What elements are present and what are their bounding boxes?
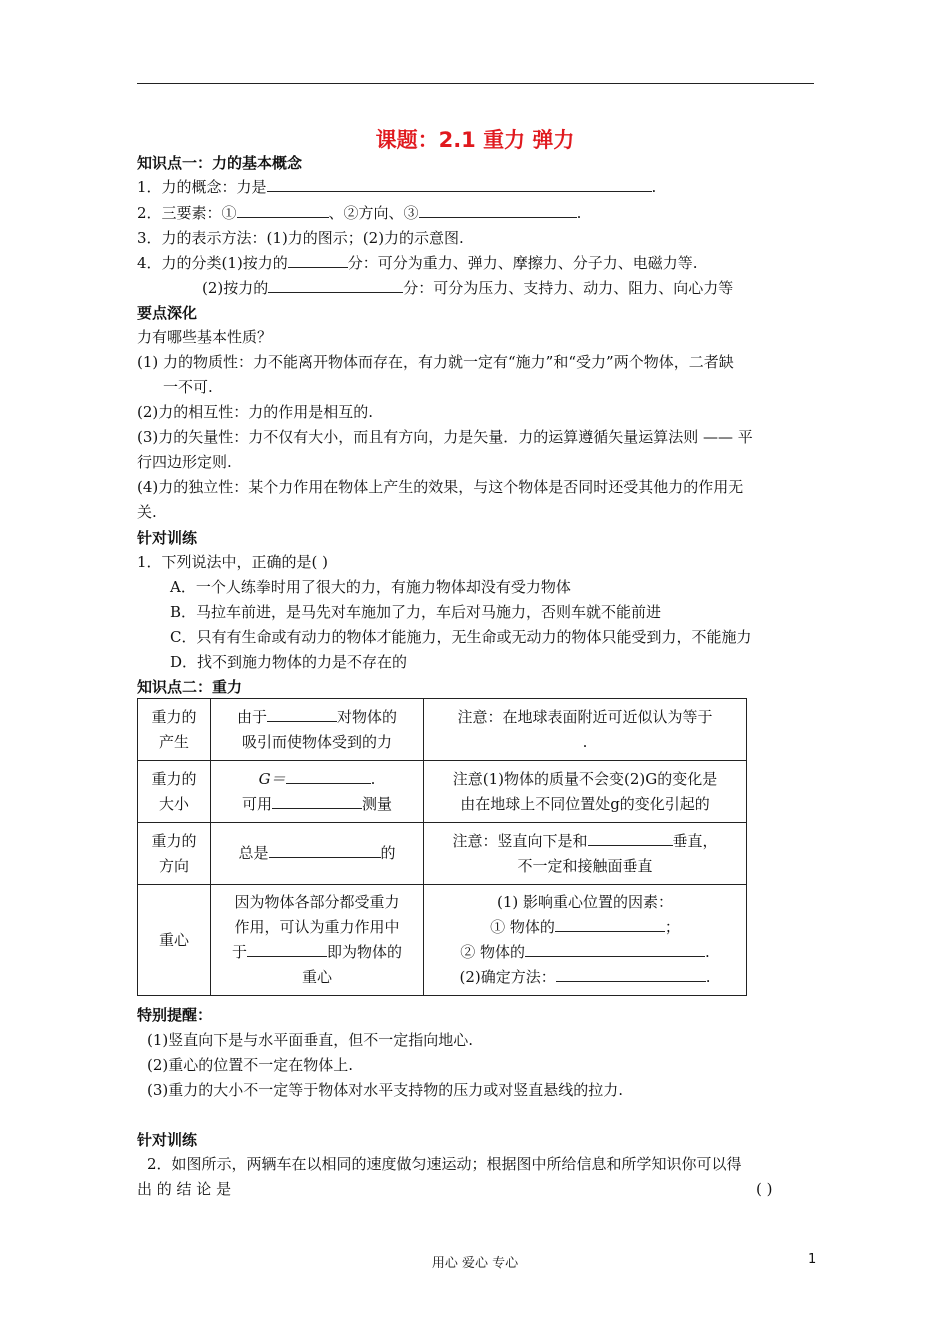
page-footer: 用心 爱心 专心	[431, 1256, 519, 1271]
magnitude-label-1: 重力的	[151, 769, 197, 788]
cell-origin-label	[138, 699, 211, 761]
deep-p2: (2)力的相互性：力的作用是相互的.	[137, 403, 374, 421]
direction-label-1: 重力的	[151, 831, 197, 850]
direction-note-1	[430, 829, 740, 854]
section1-heading: 知识点一：力的基本概念	[137, 154, 303, 172]
table-row-origin	[138, 699, 747, 761]
blank-factor-1[interactable]	[555, 916, 665, 932]
answer-paren[interactable]: ( )	[756, 1180, 773, 1198]
cell-direction-label	[138, 823, 211, 885]
l1-post: .	[651, 178, 657, 196]
origin-pre: 由于	[236, 707, 267, 726]
table-row-magnitude	[138, 761, 747, 823]
origin-post: 对物体的	[337, 707, 398, 726]
train2-q-line1: 2．如图所示，两辆车在以相同的速度做匀速运动；根据图中所给信息和所学知识你可以得	[147, 1155, 742, 1173]
direction-note-pre: 注意：竖直向下是和	[452, 831, 588, 850]
factor2-pre: ② 物体的	[460, 943, 525, 961]
deep-question: 力有哪些基本性质？	[137, 328, 273, 346]
cell-magnitude-label	[138, 761, 211, 823]
l4-post: 分：可分为重力、弹力、摩擦力、分子力、电磁力等.	[347, 254, 698, 272]
deep-p4a: (4)力的独立性：某个力作用在物体上产生的效果，与这个物体是否同时还受其他力的作用无	[137, 478, 744, 496]
table-row-direction	[138, 823, 747, 885]
deep-p1b: 一不可.	[163, 378, 213, 396]
center-content-2: 作用，可认为重力作用中	[234, 918, 400, 936]
line-three-elements	[137, 202, 581, 224]
center-content-3	[217, 940, 417, 965]
l5-pre: (2)按力的	[202, 279, 269, 297]
direction-note-post: 垂直，	[672, 831, 718, 850]
line-classification-1	[137, 252, 698, 274]
train2-q-line2: 出 的 结 论 是	[137, 1180, 232, 1198]
origin-label-2: 产生	[158, 732, 189, 751]
blank-element-1[interactable]	[237, 202, 329, 218]
center-pre: 于	[231, 943, 247, 961]
magnitude-content-2	[217, 792, 417, 817]
cell-direction-content	[211, 823, 424, 885]
reminder-heading: 特别提醒：	[137, 1006, 213, 1024]
magnitude-label-2: 大小	[158, 794, 189, 813]
center-note-2	[430, 915, 740, 940]
reminder-1: (1)竖直向下是与水平面垂直，但不一定指向地心.	[147, 1031, 474, 1049]
cell-magnitude-note	[424, 761, 747, 823]
blank-origin[interactable]	[267, 706, 337, 722]
blank-class-1[interactable]	[288, 252, 348, 268]
center-post: 即为物体的	[327, 943, 403, 961]
center-note-1: (1) 影响重心位置的因素：	[496, 893, 674, 911]
deep-p3b: 行四边形定则.	[137, 453, 232, 471]
option-d[interactable]: D．找不到施力物体的力是不存在的	[170, 653, 408, 671]
l1-pre: 1．力的概念：力是	[137, 178, 267, 196]
origin-content-2: 吸引而使物体受到的力	[241, 732, 392, 751]
center-note-4	[430, 965, 740, 990]
deep-p1a: (1) 力的物质性：力不能离开物体而存在，有力就一定有“施力”和“受力”两个物体，二者缺	[137, 353, 734, 371]
l2-pre: 2．三要素：①	[137, 204, 237, 222]
blank-class-2[interactable]	[268, 277, 403, 293]
method-post: .	[705, 968, 711, 986]
magnitude-note-1: 注意(1)物体的质量不会变(2)G的变化是	[452, 769, 718, 788]
blank-center[interactable]	[247, 941, 327, 957]
center-note-3	[430, 940, 740, 965]
reminder-3: (3)重力的大小不一定等于物体对水平支持物的压力或对竖直悬线的拉力.	[147, 1081, 624, 1099]
factor1-pre: ① 物体的	[490, 918, 555, 936]
origin-label-1: 重力的	[151, 707, 197, 726]
center-content-4: 重心	[301, 968, 332, 986]
center-label: 重心	[158, 930, 189, 949]
section2-heading: 知识点二：重力	[137, 678, 243, 696]
cell-center-note	[424, 885, 747, 996]
magnitude-content-1	[217, 767, 417, 792]
table-row-center	[138, 885, 747, 996]
l2-mid: 、②方向、③	[328, 204, 419, 222]
deep-heading: 要点深化	[137, 304, 198, 322]
factor1-post: ；	[664, 918, 680, 936]
option-b[interactable]: B．马拉车前进，是马先对车施加了力，车后对马施力，否则车就不能前进	[170, 603, 662, 621]
header-rule	[137, 83, 814, 84]
blank-method[interactable]	[556, 966, 706, 982]
option-a[interactable]: A．一个人练拳时用了很大的力，有施力物体却没有受力物体	[170, 578, 571, 596]
direction-label-2: 方向	[158, 856, 189, 875]
l5-post: 分：可分为压力、支持力、动力、阻力、向心力等	[403, 279, 734, 297]
blank-element-3[interactable]	[419, 202, 577, 218]
direction-post: 的	[380, 844, 396, 862]
blank-measure[interactable]	[272, 793, 362, 809]
cell-center-label	[138, 885, 211, 996]
line-force-concept	[137, 176, 656, 198]
cell-origin-note	[424, 699, 747, 761]
direction-pre: 总是	[238, 844, 269, 862]
magnitude-note-2: 由在地球上不同位置处g的变化引起的	[460, 794, 710, 813]
cell-origin-content	[211, 699, 424, 761]
measure-pre: 可用	[241, 794, 272, 813]
magnitude-pre: G＝	[258, 769, 286, 788]
line-classification-2	[202, 277, 733, 299]
blank-magnitude[interactable]	[286, 768, 371, 784]
l4-pre: 4．力的分类(1)按力的	[137, 254, 288, 272]
blank-direction[interactable]	[269, 842, 381, 858]
deep-p3a: (3)力的矢量性：力不仅有大小，而且有方向，力是矢量．力的运算遵循矢量运算法则 —— 平	[137, 428, 753, 446]
cell-center-content	[211, 885, 424, 996]
deep-p4b: 关.	[137, 503, 157, 521]
method-pre: (2)确定方法：	[459, 968, 556, 986]
center-content-1: 因为物体各部分都受重力	[234, 893, 400, 911]
magnitude-post: .	[370, 769, 376, 788]
option-c[interactable]: C．只有有生命或有动力的物体才能施力，无生命或无动力的物体只能受到力，不能施力	[170, 628, 752, 646]
direction-note-2: 不一定和接触面垂直	[517, 856, 653, 875]
factor2-post: .	[705, 943, 710, 961]
train1-question: 1．下列说法中，正确的是( )	[137, 553, 329, 571]
page-title: 课题：2.1 重力 弹力	[375, 128, 575, 152]
cell-magnitude-content	[211, 761, 424, 823]
gravity-table	[137, 698, 747, 996]
reminder-2: (2)重心的位置不一定在物体上.	[147, 1056, 354, 1074]
page-number: 1	[808, 1252, 817, 1267]
origin-note-1: 注意：在地球表面附近可近似认为等于	[457, 707, 713, 726]
cell-direction-note	[424, 823, 747, 885]
train1-heading: 针对训练	[137, 529, 198, 547]
origin-note-2: .	[582, 732, 588, 751]
blank-direction-note[interactable]	[588, 830, 673, 846]
measure-post: 测量	[362, 794, 393, 813]
train2-heading: 针对训练	[137, 1131, 198, 1149]
blank-force-definition[interactable]	[267, 176, 652, 192]
l2-post: .	[576, 204, 582, 222]
origin-content-1	[217, 705, 417, 730]
blank-factor-2[interactable]	[525, 941, 705, 957]
line-representation: 3．力的表示方法：(1)力的图示；(2)力的示意图.	[137, 229, 464, 247]
